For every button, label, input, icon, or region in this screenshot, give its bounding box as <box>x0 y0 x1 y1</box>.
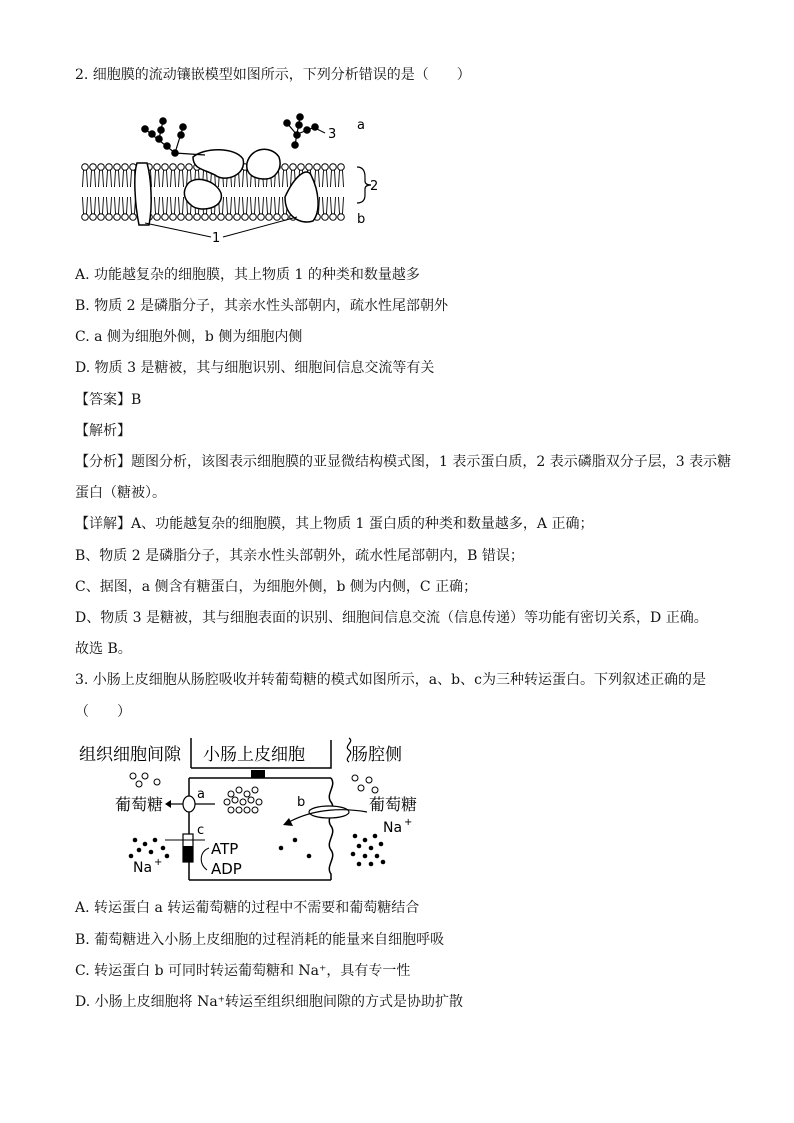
q2-analysis-line1: 【分析】题图分析，该图表示细胞膜的亚显微结构模式图，1 表示蛋白质，2 表示磷脂双分子层，3 表示糖 <box>75 454 732 470</box>
phospholipid-head <box>322 214 329 221</box>
phospholipid-head <box>130 214 137 221</box>
phospholipid-tail <box>163 197 168 214</box>
phospholipid-tail <box>331 197 336 214</box>
phospholipid-head <box>90 214 97 221</box>
glycocalyx-chain <box>142 114 318 156</box>
phospholipid-head <box>242 214 249 221</box>
phospholipid-tail <box>171 197 176 214</box>
label-glucose-right: 葡萄糖 <box>369 795 418 814</box>
phospholipid-head <box>250 214 257 221</box>
phospholipid-head <box>258 214 265 221</box>
phospholipid-head <box>194 214 201 221</box>
phospholipid-head <box>154 164 161 171</box>
phospholipid-head <box>178 214 185 221</box>
phospholipid-tail <box>251 197 256 214</box>
phospholipid-tail <box>267 197 272 214</box>
q3-option-d: D. 小肠上皮细胞将 Na⁺转运至组织细胞间隙的方式是协助扩散 <box>75 994 464 1010</box>
phospholipid-tail <box>179 197 184 214</box>
label-na-left-plus: + <box>154 857 163 868</box>
phospholipid-tail <box>91 197 96 214</box>
label-3: 3 <box>328 127 337 142</box>
protein-3 <box>184 179 221 209</box>
phospholipid-head <box>170 214 177 221</box>
label-1: 1 <box>212 231 221 246</box>
label-lumen: 肠腔侧 <box>351 745 402 765</box>
phospholipid-head <box>338 214 345 221</box>
phospholipid-head <box>306 164 313 171</box>
phospholipid-head <box>82 164 89 171</box>
q2-detail-4: D、物质 3 是糖被，其与细胞表面的识别、细胞间信息交流（信息传递）等功能有密切关系，D 正确。 <box>75 610 708 626</box>
label-a: a <box>197 787 205 802</box>
phospholipid-tail <box>155 170 160 187</box>
label-na-left: Na <box>133 860 153 876</box>
label-glucose-left: 葡萄糖 <box>115 795 164 814</box>
phospholipid-tail <box>235 197 240 214</box>
q2-option-d: D. 物质 3 是糖被，其与细胞识别、细胞间信息交流等有关 <box>75 360 435 376</box>
phospholipid-head <box>202 214 209 221</box>
phospholipid-head <box>122 214 129 221</box>
phospholipid-tail <box>115 170 120 187</box>
phospholipid-tail <box>123 197 128 214</box>
phospholipid-head <box>114 164 121 171</box>
transporter-a <box>183 796 195 812</box>
q2-answer: 【答案】B <box>75 392 142 408</box>
label-na-right-plus: + <box>404 817 413 828</box>
phospholipid-head <box>98 164 105 171</box>
phospholipid-head <box>114 214 121 221</box>
phospholipid-tail <box>83 170 88 187</box>
q2-option-c: C. a 侧为细胞外侧，b 侧为细胞内侧 <box>75 329 303 345</box>
phospholipid-head <box>338 164 345 171</box>
phospholipid-head <box>282 164 289 171</box>
q2-detail-1: 【详解】A、功能越复杂的细胞膜，其上物质 1 蛋白质的种类和数量越多，A 正确； <box>75 516 594 532</box>
phospholipid-head <box>90 164 97 171</box>
protein-5 <box>285 172 318 222</box>
intestine-figure <box>75 730 435 890</box>
q2-stem: 2. 细胞膜的流动镶嵌模型如图所示，下列分析错误的是（ ） <box>75 67 471 83</box>
phospholipid-head <box>226 214 233 221</box>
phospholipid-head <box>162 164 169 171</box>
q2-option-a: A. 功能越复杂的细胞膜，其上物质 1 的种类和数量越多 <box>75 267 420 283</box>
phospholipid-tail <box>243 170 248 187</box>
phospholipid-head <box>290 164 297 171</box>
q2-detail-3: C、据图，a 侧含有糖蛋白，为细胞外侧，b 侧为内侧，C 正确； <box>75 579 478 595</box>
phospholipid-tail <box>339 197 344 214</box>
phospholipid-tail <box>323 197 328 214</box>
label-2: 2 <box>370 179 379 194</box>
phospholipid-tail <box>107 170 112 187</box>
q3-option-b: B. 葡萄糖进入小肠上皮细胞的过程消耗的能量来自细胞呼吸 <box>75 932 445 948</box>
phospholipid-head <box>274 214 281 221</box>
label-b: b <box>357 212 366 227</box>
phospholipid-head <box>314 164 321 171</box>
phospholipid-head <box>218 214 225 221</box>
phospholipid-tail <box>131 197 136 214</box>
q3-option-a: A. 转运蛋白 a 转运葡萄糖的过程中不需要和葡萄糖结合 <box>75 900 420 916</box>
sodium-ions <box>129 834 386 867</box>
phospholipid-tail <box>115 197 120 214</box>
q2-analysis-line2: 蛋白（糖被）。 <box>75 485 166 501</box>
phospholipid-tail <box>91 170 96 187</box>
q2-analysis-title: 【解析】 <box>75 423 131 439</box>
phospholipid-tail <box>83 197 88 214</box>
phospholipid-tail <box>243 197 248 214</box>
protein-4 <box>247 149 280 179</box>
label-c: c <box>197 823 205 838</box>
phospholipid-head <box>98 214 105 221</box>
protein-2 <box>193 150 243 178</box>
label-atp: ATP <box>211 840 239 858</box>
label-epithelial-cell: 小肠上皮细胞 <box>203 745 305 765</box>
intestine-svg <box>75 730 435 890</box>
phospholipid-tail <box>283 170 288 187</box>
label-tissue-space: 组织细胞间隙 <box>79 745 181 765</box>
q3-stem-line1: 3. 小肠上皮细胞从肠腔吸收并转葡萄糖的模式如图所示，a、b、c为三种转运蛋白。下列叙述正确的是 <box>75 672 706 688</box>
label-na-right: Na <box>383 820 403 836</box>
phospholipid-tail <box>331 170 336 187</box>
phospholipid-head <box>298 164 305 171</box>
phospholipid-head <box>186 214 193 221</box>
phospholipid-tail <box>99 170 104 187</box>
phospholipid-tail <box>275 197 280 214</box>
q2-option-b: B. 物质 2 是磷脂分子，其亲水性头部朝内，疏水性尾部朝外 <box>75 298 448 314</box>
phospholipid-tail <box>155 197 160 214</box>
membrane-svg <box>75 105 395 255</box>
phospholipid-tail <box>123 170 128 187</box>
phospholipid-tail <box>171 170 176 187</box>
q2-detail-5: 故选 B。 <box>75 641 132 657</box>
protein-1 <box>135 163 151 225</box>
phospholipid-head <box>106 214 113 221</box>
phospholipid-head <box>162 214 169 221</box>
phospholipid-tail <box>323 170 328 187</box>
q3-stem-line2: （ ） <box>75 704 131 720</box>
label-a: a <box>357 118 365 133</box>
phospholipid-tail <box>107 197 112 214</box>
phospholipid-head <box>266 214 273 221</box>
phospholipid-tail <box>259 197 264 214</box>
phospholipid-head <box>154 214 161 221</box>
phospholipid-head <box>178 164 185 171</box>
phospholipid-head <box>210 214 217 221</box>
phospholipid-head <box>330 164 337 171</box>
label-adp: ADP <box>211 860 242 878</box>
phospholipid-tail <box>339 170 344 187</box>
label-b: b <box>297 795 306 810</box>
membrane-figure <box>75 105 395 255</box>
phospholipid-head <box>330 214 337 221</box>
phospholipid-tail <box>163 170 168 187</box>
phospholipid-tail <box>99 197 104 214</box>
phospholipid-head <box>170 164 177 171</box>
phospholipid-head <box>82 214 89 221</box>
phospholipid-tail <box>179 170 184 187</box>
phospholipid-head <box>234 214 241 221</box>
phospholipid-head <box>186 164 193 171</box>
q2-detail-2: B、物质 2 是磷脂分子，其亲水性头部朝外，疏水性尾部朝内，B 错误； <box>75 548 524 564</box>
phospholipid-head <box>122 164 129 171</box>
phospholipid-head <box>322 164 329 171</box>
phospholipid-tail <box>227 197 232 214</box>
q3-option-c: C. 转运蛋白 b 可同时转运葡萄糖和 Na⁺，具有专一性 <box>75 963 411 979</box>
phospholipid-head <box>106 164 113 171</box>
